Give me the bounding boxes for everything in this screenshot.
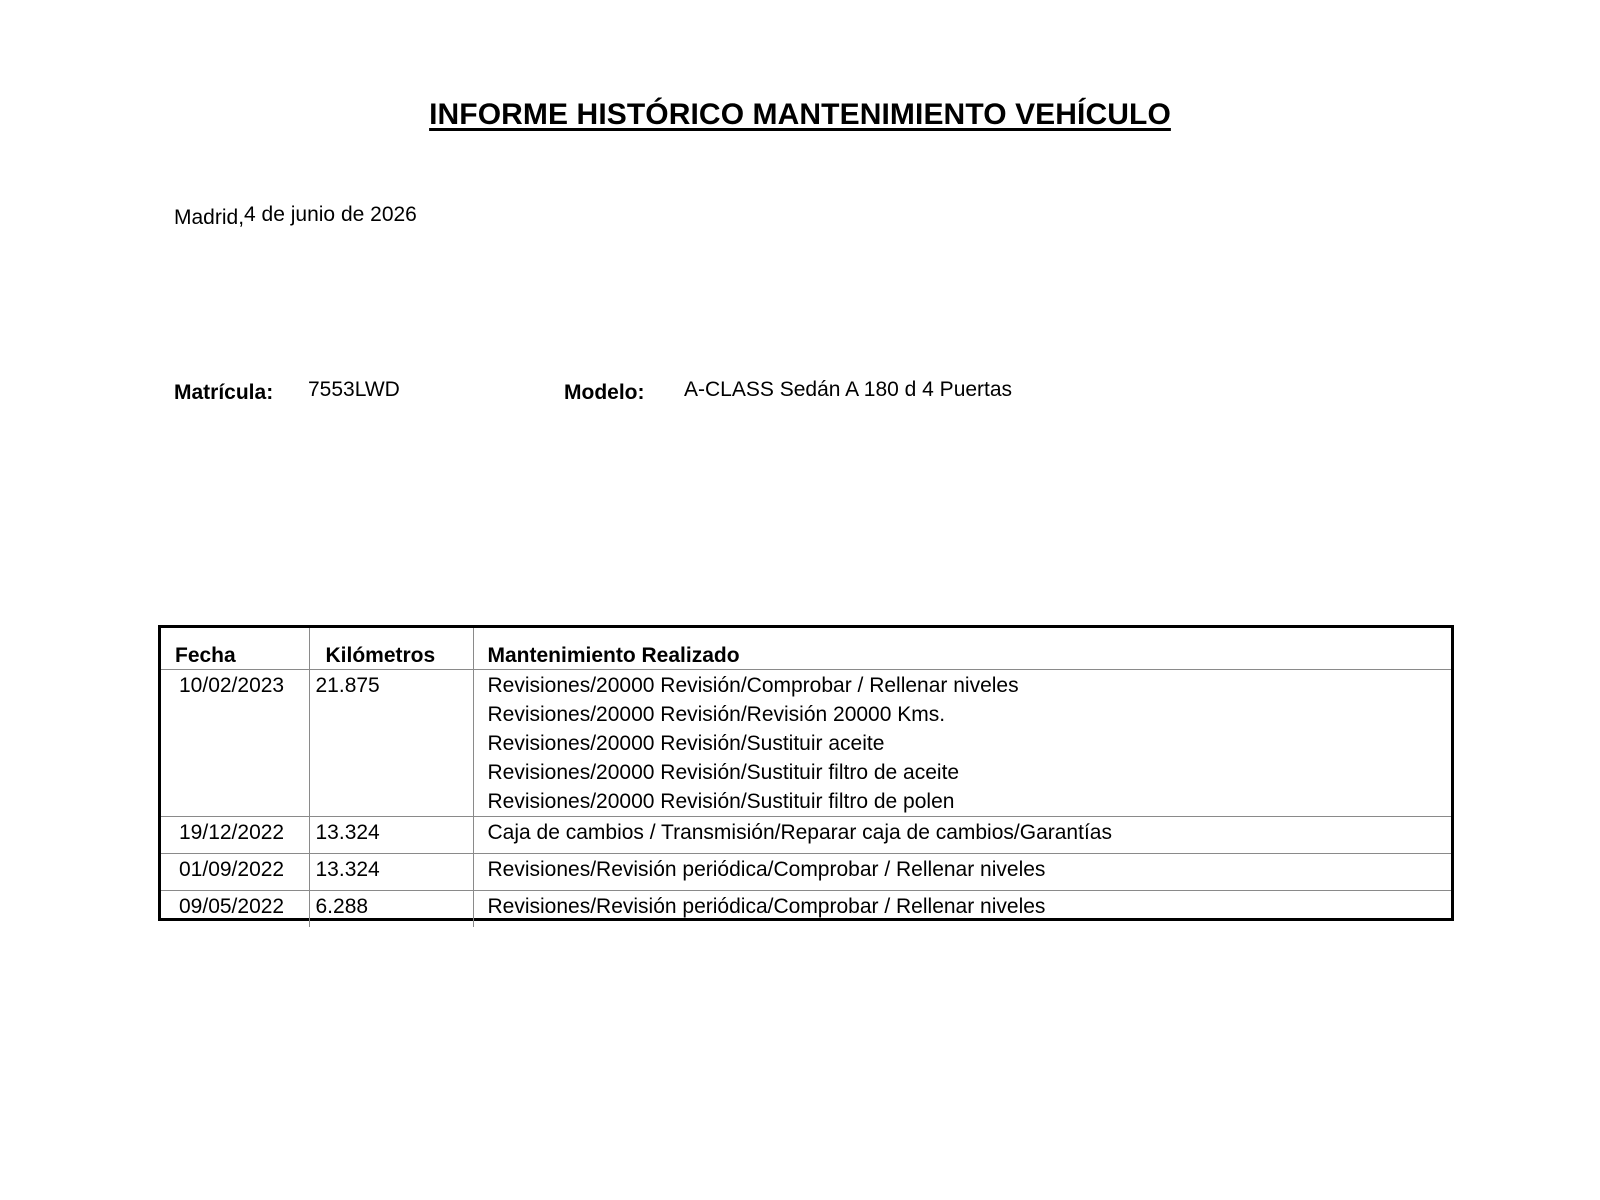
task-line: Caja de cambios / Transmisión/Reparar caja de cambios/Garantías	[487, 821, 1112, 844]
maintenance-table	[158, 625, 1454, 921]
header-mantenimiento: Mantenimiento Realizado	[473, 628, 1451, 670]
table-header-row	[161, 628, 1451, 670]
plate-value: 7553LWD	[308, 378, 400, 401]
task-line: Revisiones/20000 Revisión/Sustituir filtro de aceite	[487, 761, 960, 784]
task-line: Revisiones/Revisión periódica/Comprobar / Rellenar niveles	[487, 858, 1046, 881]
row-date: 09/05/2022	[179, 895, 285, 918]
row-km: 13.324	[309, 854, 473, 891]
model-label: Modelo:	[564, 381, 645, 404]
table-row	[161, 891, 1451, 928]
place-date	[174, 203, 417, 227]
row-km: 6.288	[309, 891, 473, 928]
document-title: INFORME HISTÓRICO MANTENIMIENTO VEHÍCULO	[429, 98, 1171, 131]
task-line: Revisiones/20000 Revisión/Sustituir aceite	[487, 732, 885, 755]
table-row	[161, 854, 1451, 891]
maintenance-history-table	[161, 628, 1451, 927]
row-km: 21.875	[309, 670, 473, 817]
row-date: 19/12/2022	[161, 817, 309, 854]
task-line: Revisiones/Revisión periódica/Comprobar / Rellenar niveles	[487, 895, 1046, 918]
table-row	[161, 670, 1451, 817]
row-tasks	[473, 817, 1451, 854]
row-tasks	[473, 891, 1451, 928]
header-kilometros: Kilómetros	[309, 628, 473, 670]
task-line: Revisiones/20000 Revisión/Comprobar / Rellenar niveles	[487, 674, 1019, 697]
task-line: Revisiones/20000 Revisión/Sustituir filtro de polen	[487, 790, 955, 813]
header-fecha: Fecha	[161, 628, 309, 670]
table-row	[161, 817, 1451, 854]
row-tasks	[473, 670, 1451, 817]
row-km: 13.324	[309, 817, 473, 854]
place: Madrid,	[174, 206, 245, 229]
row-tasks	[473, 854, 1451, 891]
task-line: Revisiones/20000 Revisión/Revisión 20000 Kms.	[487, 703, 946, 726]
model-value: A-CLASS Sedán A 180 d 4 Puertas	[684, 378, 1013, 401]
row-date: 10/02/2023	[161, 670, 309, 817]
row-date: 01/09/2022	[161, 854, 309, 891]
report-date: 4 de junio de 2026	[244, 203, 417, 226]
plate-label: Matrícula:	[174, 381, 274, 404]
